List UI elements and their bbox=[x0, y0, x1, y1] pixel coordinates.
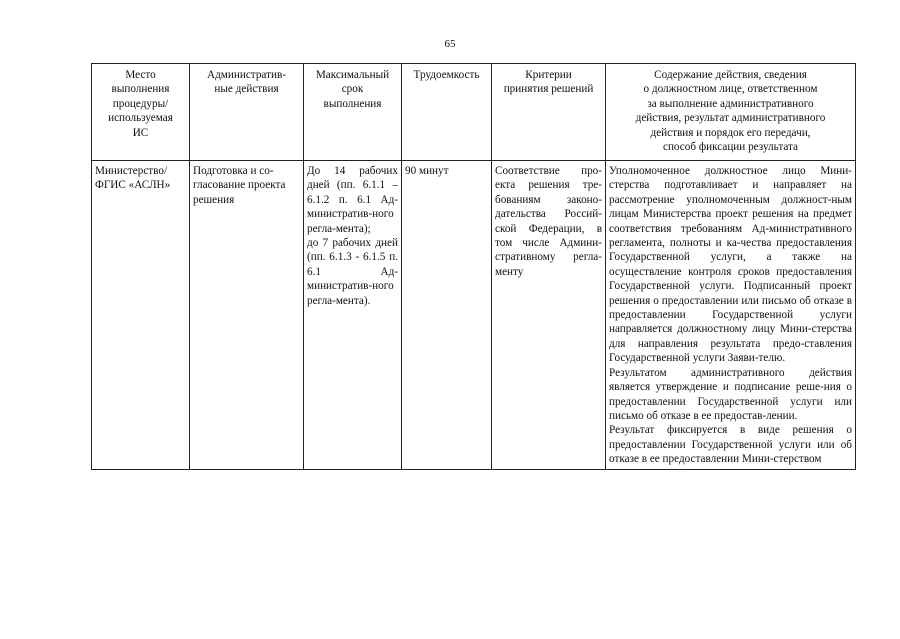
cell-content bbox=[606, 161, 856, 470]
content-paragraph: Уполномоченное должностное лицо Мини-стерства подготавливает и направляет на рассмотрение уполномоченным должност-ным лицам Министерства проект решения на предмет соответствия требованиям Ад-министративного регламента, полноты и ка-чества предоставления Государственной услуги, а также на осуществление контроля сроков предоставления Государственной услуги. Подписанный проект решения о предоставлении или письмо об отказе в предоставлении Государственной услуги направляется должностному лицу Мини-стерства для направления результата предо-ставления Государственной услуги Заяви-телю. bbox=[609, 165, 852, 365]
header-criteria: Критерии принятия решений bbox=[492, 64, 606, 161]
header-content: Содержание действия, сведения о должностном лице, ответственном за выполнение административного действия, результат административного действия и порядок его передачи, способ фиксации результата bbox=[606, 64, 856, 161]
table-row bbox=[92, 161, 856, 470]
procedure-table bbox=[91, 63, 856, 470]
cell-place: Министерство/ ФГИС «АСЛН» bbox=[92, 161, 190, 470]
cell-criteria: Соответствие про-екта решения тре-бованиям законо-дательства Россий-ской Федерации, в том числе Админи-стративному регла-менту bbox=[492, 161, 606, 470]
header-deadline: Максимальный срок выполнения bbox=[304, 64, 402, 161]
cell-deadline: До 14 рабочих дней (пп. 6.1.1 – 6.1.2 п. 6.1 Ад-министратив-ного регла-мента); до 7 рабочих дней (пп. 6.1.3 - 6.1.5 п. 6.1 Ад-министратив-ного регла-мента). bbox=[304, 161, 402, 470]
header-place: Место выполнения процедуры/ используемая ИС bbox=[92, 64, 190, 161]
cell-action: Подготовка и со- гласование проекта решения bbox=[190, 161, 304, 470]
table-header-row bbox=[92, 64, 856, 161]
header-action: Административ- ные действия bbox=[190, 64, 304, 161]
header-labor: Трудоемкость bbox=[402, 64, 492, 161]
cell-labor: 90 минут bbox=[402, 161, 492, 470]
content-paragraph: Результатом административного действия является утверждение и подписание реше-ния о предоставлении Государственной услуги или письмо об отказе в ее предостав-лении. bbox=[609, 366, 852, 422]
page-number: 65 bbox=[444, 38, 456, 50]
content-paragraph: Результат фиксируется в виде решения о предоставлении Государственной услуги или об отказе в ее предоставлении Мини-стерством bbox=[609, 424, 852, 466]
